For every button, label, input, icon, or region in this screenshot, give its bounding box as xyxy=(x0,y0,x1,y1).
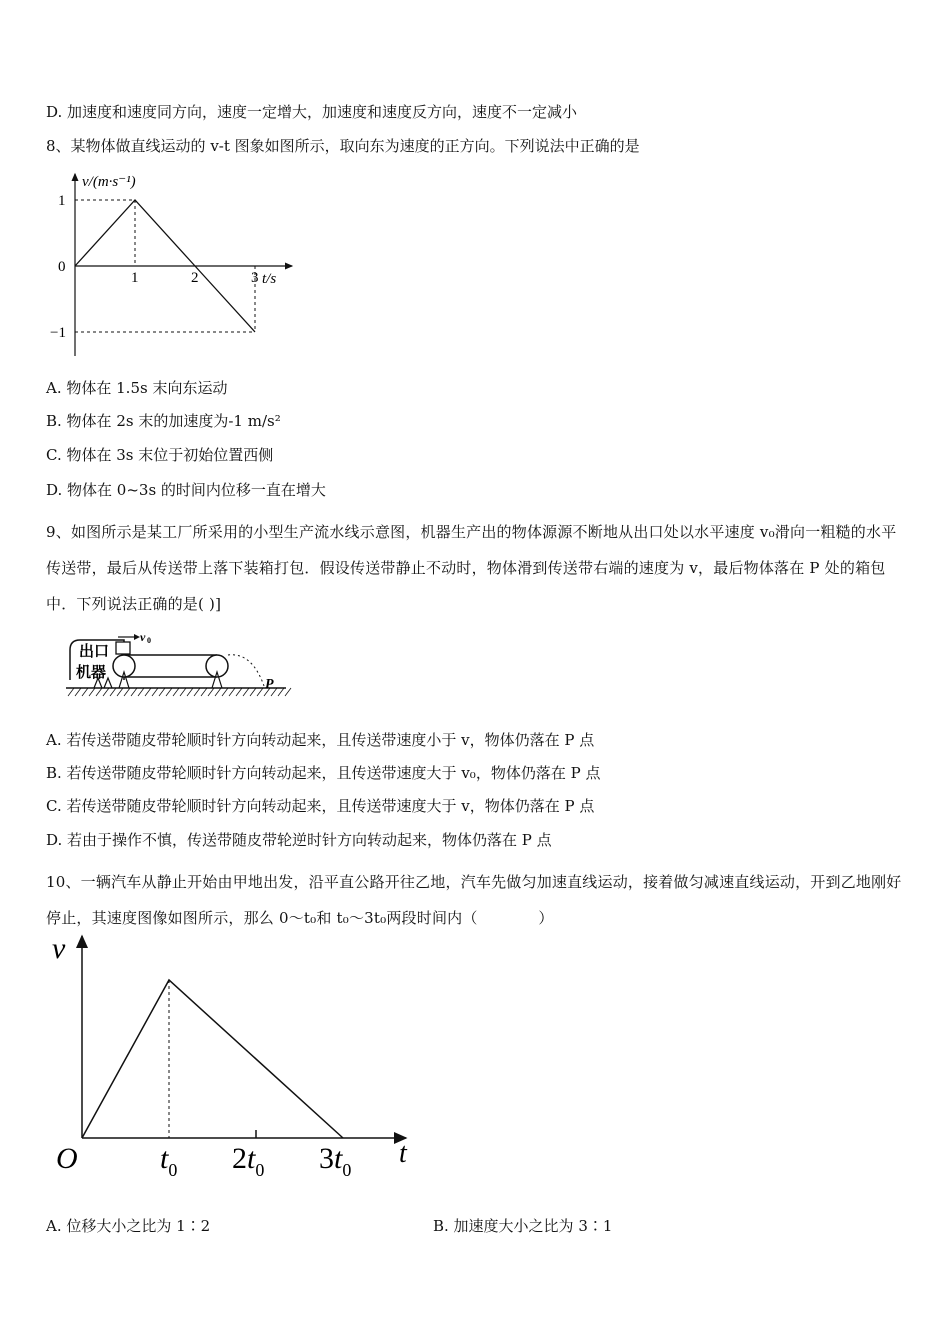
q10-y-axis-label: v xyxy=(52,932,66,965)
object-box xyxy=(116,642,130,654)
q10-x-tick-label: $2t_0$ xyxy=(232,1142,265,1180)
svg-text:0: 0 xyxy=(147,636,151,645)
q8-y-axis-label: v/(m·s⁻¹) xyxy=(82,174,136,190)
q10-option-a: A. 位移大小之比为 1∶2 xyxy=(46,1217,211,1235)
q8-y-tick-label: 1 xyxy=(58,193,66,209)
q9-option-c: C. 若传送带随皮带轮顺时针方向转动起来，且传送带速度大于 v，物体仍落在 P 点 xyxy=(46,797,595,815)
q8-x-tick-label: 2 xyxy=(191,270,199,286)
q8-x-tick-label: 1 xyxy=(131,270,139,286)
q10-x-tick-label: $t_0$ xyxy=(160,1142,178,1180)
machine-exit-label: 出口 xyxy=(79,644,110,660)
machine-label: 机器 xyxy=(76,665,107,681)
q7-option-d: D. 加速度和速度同方向，速度一定增大，加速度和速度反方向，速度不一定减小 xyxy=(46,103,578,121)
q9-option-d: D. 若由于操作不慎，传送带随皮带轮逆时针方向转动起来，物体仍落在 P 点 xyxy=(46,831,552,849)
q10-x-axis-label: t xyxy=(399,1138,407,1169)
q8-x-axis-label: t/s xyxy=(262,271,277,287)
q8-option-b: B. 物体在 2s 末的加速度为-1 m/s² xyxy=(46,412,281,430)
q8-option-a: A. 物体在 1.5s 末向东运动 xyxy=(46,379,228,397)
trajectory xyxy=(228,655,264,686)
q10-stem: 10、一辆汽车从静止开始由甲地出发，沿平直公路开往乙地，汽车先做匀加速直线运动，接着做匀减速直线运动，开到乙地刚好停止，其速度图像如图所示，那么 0～t₀和 t₀～3t₀两段时间内（ ） xyxy=(46,873,902,927)
q10-option-b: B. 加速度大小之比为 3∶1 xyxy=(433,1217,613,1235)
q10-origin-label: O xyxy=(56,1142,78,1175)
q8-x-tick-label: 3 xyxy=(251,270,259,286)
q8-vt-chart xyxy=(30,168,330,368)
q9-conveyor-figure xyxy=(64,630,294,700)
q8-stem: 8、某物体做直线运动的 v-t 图象如图所示，取向东为速度的正方向。下列说法中正确的是 xyxy=(46,137,640,155)
q10-x-tick-label: $3t_0$ xyxy=(319,1142,352,1180)
q9-stem: 9、如图所示是某工厂所采用的小型生产流水线示意图，机器生产出的物体源源不断地从出口处以水平速度 v₀滑向一粗糙的水平传送带，最后从传送带上落下装箱打包．假设传送带静止不动时，物体滑到传送带右端的速度为 v，最后物体落在 P 处的箱包中．下列说法正确的是( )] xyxy=(46,523,897,613)
q8-option-d: D. 物体在 0~3s 的时间内位移一直在增大 xyxy=(46,481,326,499)
q10-vt-chart xyxy=(44,928,424,1188)
q9-option-a: A. 若传送带随皮带轮顺时针方向转动起来，且传送带速度小于 v，物体仍落在 P 点 xyxy=(46,731,595,749)
q9-option-b: B. 若传送带随皮带轮顺时针方向转动起来，且传送带速度大于 v₀，物体仍落在 P 点 xyxy=(46,764,601,782)
landing-point-label: P xyxy=(265,677,274,692)
q8-y-tick-label: −1 xyxy=(50,325,66,341)
q8-y-tick-label: 0 xyxy=(58,259,66,275)
velocity-label: v xyxy=(140,630,146,644)
q10-series-line xyxy=(82,980,343,1138)
q8-option-c: C. 物体在 3s 末位于初始位置西侧 xyxy=(46,446,274,464)
